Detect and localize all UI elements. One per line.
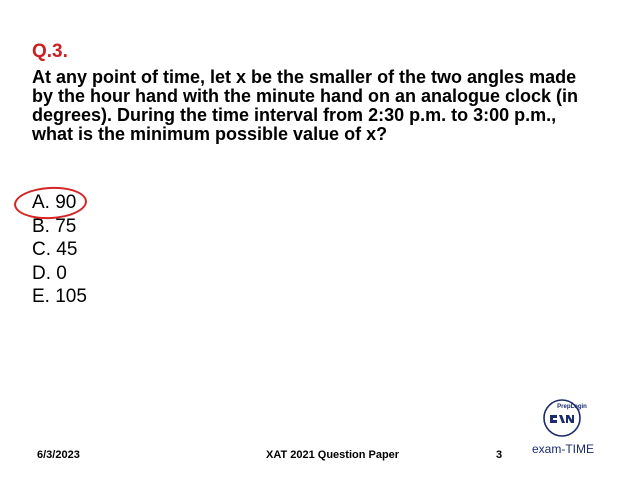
footer-title: XAT 2021 Question Paper <box>266 449 400 461</box>
exam-time-logo <box>526 398 602 460</box>
logo-wordmark: exam-TIME <box>532 442 595 456</box>
exam-time-logo-icon <box>536 398 588 440</box>
option-b: B. 75 <box>32 215 77 237</box>
option-d: D. 0 <box>32 262 67 284</box>
logo-caption: PrepLogin <box>557 404 587 410</box>
option-c: C. 45 <box>32 239 78 260</box>
option-a: A. 90 <box>32 192 77 213</box>
question-text: At any point of time, let x be the smaller of the two angles made by the hour hand with the minute hand on an analogue clock (in degrees). During the time interval from 2:30 p.m. to 3:00 p.m., what is the minimum possible value of x? <box>32 67 579 144</box>
question-number: Q.3. <box>32 41 68 62</box>
option-e: E. 105 <box>32 286 87 307</box>
footer-date: 6/3/2023 <box>37 449 80 461</box>
footer-page-number: 3 <box>496 449 503 461</box>
